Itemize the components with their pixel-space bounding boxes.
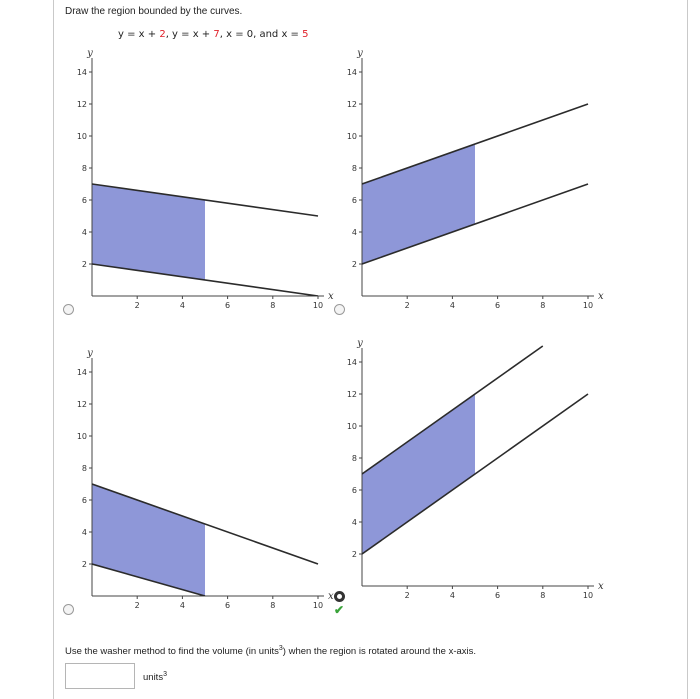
choice-a-radio[interactable] [63,304,74,315]
x-axis-label: x [598,291,604,302]
y-tick-label: 10 [346,422,357,431]
x-tick-label: 4 [449,301,455,310]
x-tick-label: 10 [312,601,324,610]
x-axis-label: x [328,591,334,602]
choice-b-radio[interactable] [334,304,345,315]
equation-part: 7 [213,29,220,40]
shaded-region [362,394,475,554]
y-tick-label: 2 [351,550,357,559]
correct-check-icon: ✔ [334,603,345,617]
y-tick-label: 2 [81,260,87,269]
choice-graph-b [340,44,605,314]
units-sup: 3 [163,671,167,678]
washer-text-sup: 3 [278,645,283,652]
volume-answer-input[interactable] [65,663,135,689]
y-tick-label: 4 [81,228,87,237]
y-tick-label: 12 [346,100,357,109]
shaded-region [362,144,475,264]
x-tick-label: 4 [179,601,185,610]
x-tick-label: 2 [404,301,410,310]
y-tick-label: 14 [346,68,357,77]
y-tick-label: 12 [346,390,357,399]
y-tick-label: 4 [81,528,87,537]
question-equation [118,29,309,40]
y-axis-label: y [357,48,363,59]
y-tick-label: 10 [76,432,87,441]
y-axis-label: y [87,348,93,359]
x-tick-label: 8 [540,301,546,310]
equation-part: 5 [302,29,309,40]
y-tick-label: 14 [346,358,357,367]
x-axis-label: x [598,581,604,592]
y-tick-label: 2 [351,260,357,269]
x-tick-label: 4 [449,591,455,600]
y-axis-label: y [357,338,363,349]
equation-part: , y = x + [165,29,214,40]
units-label [143,671,167,683]
y-axis-label: y [87,48,93,59]
y-tick-label: 2 [81,560,87,569]
choice-graph-d [340,334,605,604]
y-tick-label: 6 [351,486,357,495]
x-tick-label: 10 [312,301,324,310]
y-tick-label: 14 [76,368,87,377]
y-tick-label: 6 [81,196,87,205]
x-tick-label: 10 [582,301,594,310]
x-tick-label: 6 [225,301,231,310]
x-tick-label: 2 [134,601,140,610]
x-tick-label: 8 [270,601,276,610]
y-tick-label: 10 [76,132,87,141]
washer-text: Use the washer method to find the volume (in units [65,646,279,658]
x-tick-label: 4 [179,301,185,310]
y-tick-label: 4 [351,228,357,237]
x-tick-label: 6 [495,301,501,310]
washer-instructions [65,645,476,657]
y-tick-label: 8 [351,164,357,173]
equation-part: 2 [159,29,166,40]
choice-c-radio[interactable] [63,604,74,615]
equation-part: y = x + [118,29,160,40]
choice-d-radio[interactable] [334,591,345,602]
y-tick-label: 4 [351,518,357,527]
x-axis-label: x [328,291,334,302]
x-tick-label: 10 [582,591,594,600]
equation-part: , x = 0, and x = [219,29,303,40]
x-tick-label: 2 [134,301,140,310]
choice-graph-a [70,44,335,314]
y-tick-label: 6 [81,496,87,505]
x-tick-label: 8 [540,591,546,600]
washer-text: ) when the region is rotated around the x-axis. [282,646,477,658]
x-tick-label: 6 [225,601,231,610]
choice-graph-c [70,344,335,614]
x-tick-label: 6 [495,591,501,600]
x-tick-label: 2 [404,591,410,600]
y-tick-label: 8 [351,454,357,463]
y-tick-label: 8 [81,164,87,173]
y-tick-label: 6 [351,196,357,205]
y-tick-label: 12 [76,100,87,109]
y-tick-label: 14 [76,68,87,77]
y-tick-label: 8 [81,464,87,473]
x-tick-label: 8 [270,301,276,310]
question-prompt: Draw the region bounded by the curves. [65,6,243,17]
units-text: units [143,672,164,684]
y-tick-label: 12 [76,400,87,409]
y-tick-label: 10 [346,132,357,141]
